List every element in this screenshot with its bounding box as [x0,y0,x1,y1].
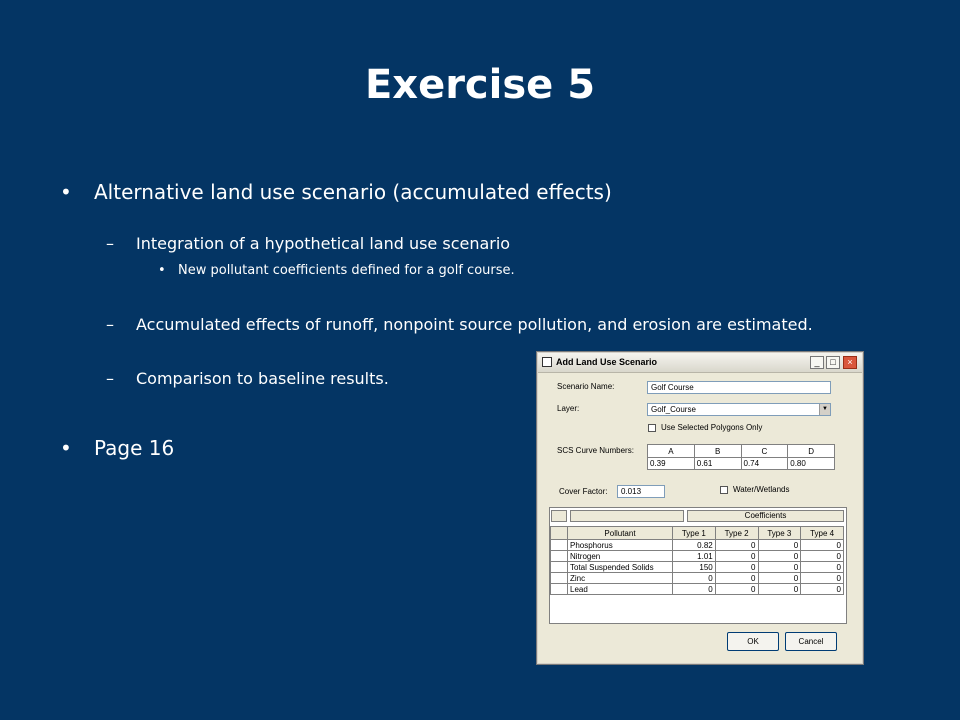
table-row[interactable] [551,540,844,551]
type1-header: Type 1 [673,527,716,540]
add-land-use-scenario-dialog [536,351,864,665]
type2-header: Type 2 [715,527,758,540]
scs-value-c[interactable]: 0.74 [741,458,788,470]
cover-factor-input[interactable]: 0.013 [617,485,665,498]
type2-value[interactable]: 0 [715,562,758,573]
bullet-text: Alternative land use scenario (accumulated effects) [94,180,612,204]
layer-value: Golf_Course [651,405,696,414]
type4-header: Type 4 [801,527,844,540]
pollutant-name[interactable]: Lead [568,584,673,595]
scs-value-d[interactable]: 0.80 [788,458,835,470]
pollutant-name[interactable]: Total Suspended Solids [568,562,673,573]
cover-factor-label: Cover Factor: [559,487,608,496]
type3-value[interactable]: 0 [758,573,801,584]
table-row[interactable] [551,562,844,573]
scs-header-a: A [648,445,695,458]
type1-value[interactable]: 0 [673,573,716,584]
table-row[interactable] [551,584,844,595]
type3-value[interactable]: 0 [758,562,801,573]
row-selector-header [551,527,568,540]
coefficients-table [550,526,844,595]
layer-select[interactable] [647,403,831,416]
ok-button[interactable]: OK [727,632,779,651]
sub-sub-bullet-coefficients [158,263,515,278]
sub-bullet-text: Integration of a hypothetical land use scenario [136,234,511,253]
pollutant-name[interactable]: Nitrogen [568,551,673,562]
type2-value[interactable]: 0 [715,551,758,562]
type4-value[interactable]: 0 [801,562,844,573]
row-selector[interactable] [551,584,568,595]
cancel-button[interactable]: Cancel [785,632,837,651]
slide-title: Exercise 5 [364,62,596,108]
row-selector[interactable] [551,540,568,551]
scs-curve-label: SCS Curve Numbers: [557,446,634,455]
bullet-alternative-land-use [60,180,612,204]
type2-value[interactable]: 0 [715,573,758,584]
scenario-name-label: Scenario Name: [557,382,615,391]
sub-bullet-text: Comparison to baseline results. [136,369,389,388]
type1-value[interactable]: 150 [673,562,716,573]
scs-value-b[interactable]: 0.61 [694,458,741,470]
water-wetlands-checkbox[interactable] [720,486,728,494]
scs-header-c: C [741,445,788,458]
water-wetlands-label: Water/Wetlands [733,485,790,494]
row-selector[interactable] [551,562,568,573]
bullet-dot: • [60,180,72,204]
dialog-title: Add Land Use Scenario [556,357,658,367]
scs-header-b: B [694,445,741,458]
type4-value[interactable]: 0 [801,584,844,595]
type2-value[interactable]: 0 [715,584,758,595]
grid-blank-header [570,510,684,522]
pollutant-header: Pollutant [568,527,673,540]
close-icon[interactable]: × [843,356,857,369]
window-icon [542,357,552,367]
type4-value[interactable]: 0 [801,540,844,551]
type2-value[interactable]: 0 [715,540,758,551]
scs-value-a[interactable]: 0.39 [648,458,695,470]
row-selector[interactable] [551,573,568,584]
scs-header-d: D [788,445,835,458]
dash: – [106,369,114,388]
sub-bullet-text: Accumulated effects of runoff, nonpoint source pollution, and erosion are estimated. [136,315,813,334]
sub-bullet-comparison [106,369,389,388]
type3-value[interactable]: 0 [758,540,801,551]
type1-value[interactable]: 0.82 [673,540,716,551]
type1-value[interactable]: 1.01 [673,551,716,562]
sub-sub-bullet-text: New pollutant coefficients defined for a golf course. [178,263,515,278]
type1-value[interactable]: 0 [673,584,716,595]
bullet-page-16 [60,436,175,460]
maximize-icon[interactable]: □ [826,356,840,369]
coefficients-header: Coefficients [687,510,844,522]
grid-corner [551,510,567,522]
sub-bullet-integration [106,234,511,253]
pollutant-name[interactable]: Zinc [568,573,673,584]
chevron-down-icon[interactable]: ▼ [819,404,830,415]
sub-bullet-accumulated [106,315,813,334]
use-selected-checkbox[interactable] [648,424,656,432]
type3-header: Type 3 [758,527,801,540]
use-selected-label: Use Selected Polygons Only [661,423,763,432]
table-row[interactable] [551,573,844,584]
bullet-text: Page 16 [94,436,175,460]
type3-value[interactable]: 0 [758,551,801,562]
type4-value[interactable]: 0 [801,573,844,584]
pollutant-name[interactable]: Phosphorus [568,540,673,551]
row-selector[interactable] [551,551,568,562]
type4-value[interactable]: 0 [801,551,844,562]
dash: – [106,315,114,334]
coefficients-grid[interactable] [549,507,847,624]
table-row[interactable] [551,551,844,562]
bullet-dot: • [158,263,166,278]
minimize-icon[interactable]: _ [810,356,824,369]
scs-curve-table [647,444,835,470]
dash: – [106,234,114,253]
dialog-title-bar[interactable] [538,353,862,373]
bullet-dot: • [60,436,72,460]
layer-label: Layer: [557,404,580,413]
scenario-name-input[interactable]: Golf Course [647,381,831,394]
type3-value[interactable]: 0 [758,584,801,595]
